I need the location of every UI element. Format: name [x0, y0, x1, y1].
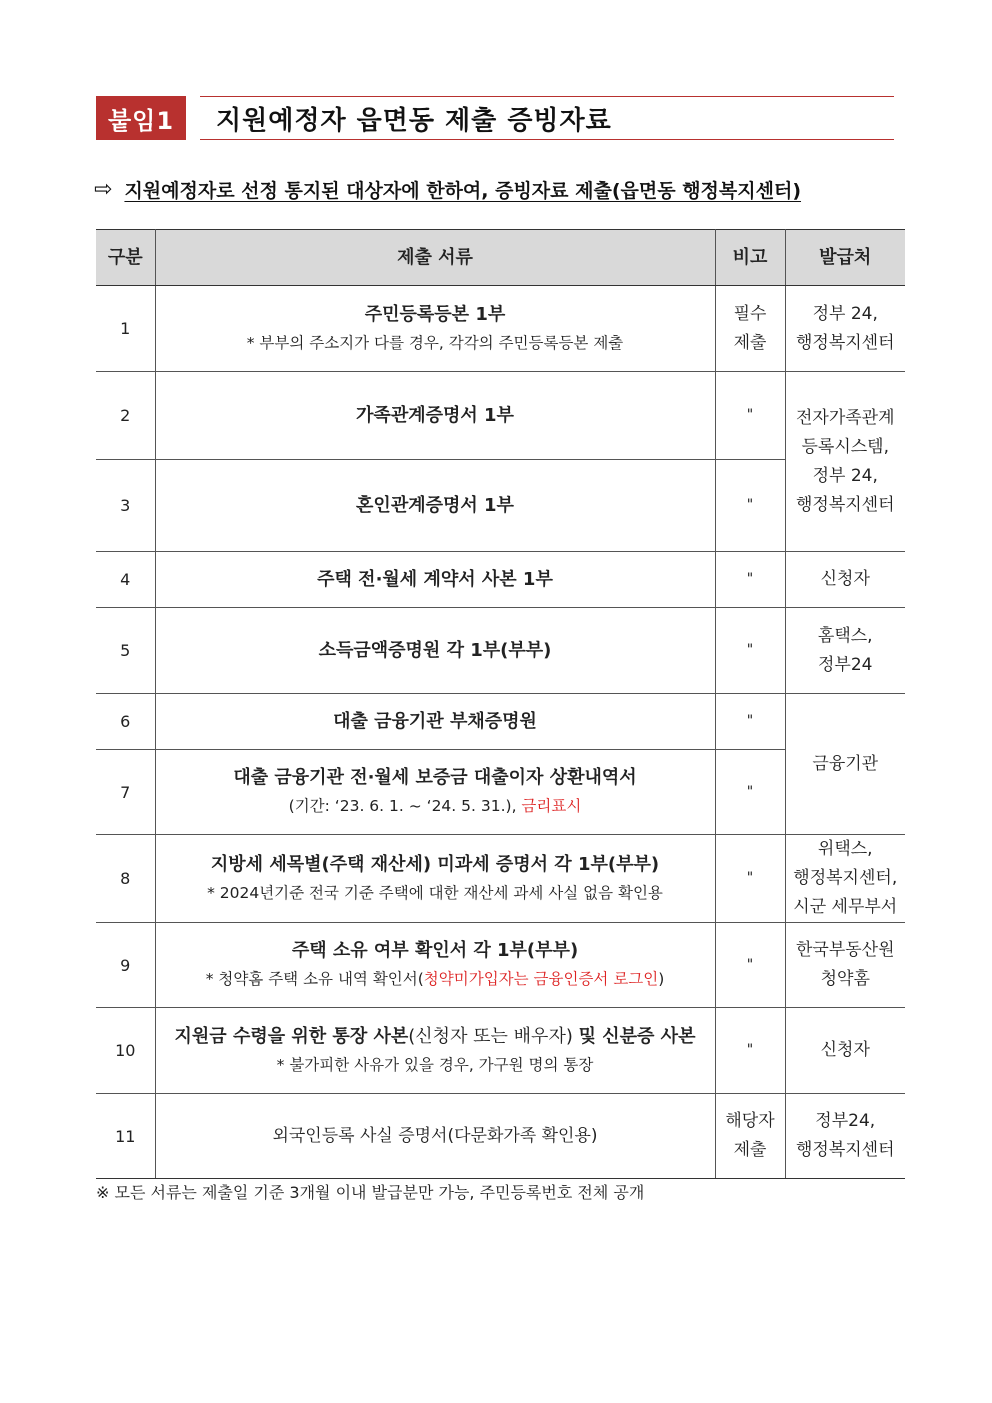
table-row	[96, 923, 905, 1008]
row-note: "	[715, 552, 785, 608]
issuer-line: 정부 24,	[812, 465, 878, 486]
row-doc	[155, 750, 715, 835]
row-doc	[155, 1094, 715, 1179]
row-note	[715, 1094, 785, 1179]
row-issuer	[785, 1094, 905, 1179]
doc-subnote: * 불가피한 사유가 있을 경우, 가구원 명의 통장	[276, 1055, 594, 1074]
row-issuer: 신청자	[785, 1008, 905, 1094]
row-doc	[155, 372, 715, 460]
row-num: 3	[96, 460, 155, 552]
subnote-highlight: 금리표시	[521, 797, 582, 815]
issuer-line: 정부 24,	[812, 303, 878, 324]
row-note: "	[715, 835, 785, 923]
note-line: 필수	[733, 303, 767, 324]
doc-title-part: 지원금 수령을 위한 통장 사본	[174, 1025, 409, 1047]
issuer-line: 위택스,	[817, 839, 873, 859]
table-row	[96, 460, 905, 552]
doc-title: 주택 소유 여부 확인서 각 1부(부부)	[291, 940, 579, 961]
arrow-right-icon: ⇨	[94, 177, 113, 202]
doc-subnote: * 2024년기준 전국 기준 주택에 대한 재산세 과세 사실 없음 확인용	[207, 883, 663, 902]
row-num: 6	[96, 694, 155, 750]
doc-subnote: * 부부의 주소지가 다를 경우, 각각의 주민등록등본 제출	[246, 333, 624, 352]
doc-title: 대출 금융기관 부채증명원	[333, 711, 537, 732]
table-row	[96, 372, 905, 460]
row-note: "	[715, 372, 785, 460]
row-num: 4	[96, 552, 155, 608]
table-row	[96, 552, 905, 608]
issuer-line: 등록시스템,	[801, 436, 889, 457]
subnote-highlight: 청약미가입자는 금융인증서 로그인	[423, 970, 659, 988]
issuer-line: 정부24	[818, 654, 873, 675]
doc-title: 가족관계증명서 1부	[356, 405, 514, 426]
table-row	[96, 286, 905, 372]
header-issuer: 발급처	[785, 230, 905, 286]
doc-title	[160, 1022, 711, 1051]
issuer-line: 홈택스,	[817, 625, 873, 646]
row-num: 7	[96, 750, 155, 835]
doc-title: 혼인관계증명서 1부	[356, 495, 514, 516]
issuer-line: 시군 세무부서	[793, 897, 898, 917]
issuer-line: 행정복지센터,	[793, 868, 898, 888]
doc-title: 소득금액증명원 각 1부(부부)	[318, 640, 552, 661]
subnote-text: (기간: ‘23. 6. 1. ~ ‘24. 5. 31.),	[288, 797, 522, 815]
notice-line	[94, 176, 914, 203]
row-num: 10	[96, 1008, 155, 1094]
notice-text: 지원예정자로 선정 통지된 대상자에 한하여, 증빙자료 제출(읍면동 행정복지센터)	[124, 180, 802, 202]
row-num: 1	[96, 286, 155, 372]
row-num: 8	[96, 835, 155, 923]
doc-subnote	[160, 792, 711, 821]
footnote: ※ 모든 서류는 제출일 기준 3개월 이내 발급분만 가능, 주민등록번호 전체 공개	[96, 1183, 645, 1202]
header-num: 구분	[96, 230, 155, 286]
table-row	[96, 1094, 905, 1179]
header-doc: 제출 서류	[155, 230, 715, 286]
row-note: "	[715, 460, 785, 552]
attachment-badge: 붙임1	[96, 96, 186, 140]
table-row	[96, 1008, 905, 1094]
issuer-line: 청약홈	[820, 969, 870, 989]
row-note: "	[715, 923, 785, 1008]
table-header-row	[96, 230, 905, 286]
row-note: "	[715, 1008, 785, 1094]
doc-title: 지방세 세목별(주택 재산세) 미과세 증명서 각 1부(부부)	[210, 853, 660, 875]
row-note	[715, 286, 785, 372]
doc-title-part: (신청자 또는 배우자)	[408, 1025, 579, 1047]
row-num: 2	[96, 372, 155, 460]
doc-subnote	[160, 965, 711, 994]
row-doc	[155, 460, 715, 552]
subnote-tail: )	[658, 970, 665, 988]
attachment-header	[96, 96, 894, 140]
row-num: 5	[96, 608, 155, 694]
row-note: "	[715, 694, 785, 750]
row-issuer	[785, 372, 905, 552]
row-doc	[155, 286, 715, 372]
header-note: 비고	[715, 230, 785, 286]
doc-title: 주택 전·월세 계약서 사본 1부	[317, 569, 553, 590]
row-issuer: 금융기관	[785, 694, 905, 835]
row-doc	[155, 552, 715, 608]
row-num: 9	[96, 923, 155, 1008]
subnote-text: * 청약홈 주택 소유 내역 확인서(	[205, 970, 424, 988]
table-row	[96, 750, 905, 835]
row-issuer	[785, 286, 905, 372]
row-doc	[155, 835, 715, 923]
row-num: 11	[96, 1094, 155, 1179]
table-row	[96, 835, 905, 923]
doc-title: 주민등록등본 1부	[364, 303, 506, 325]
doc-title-part: 및 신분증 사본	[578, 1025, 696, 1047]
page-title: 지원예정자 읍면동 제출 증빙자료	[216, 105, 612, 136]
doc-title: 외국인등록 사실 증명서(다문화가족 확인용)	[272, 1125, 598, 1146]
documents-table	[96, 229, 905, 1179]
note-line: 제출	[733, 1140, 767, 1160]
doc-title: 대출 금융기관 전·월세 보증금 대출이자 상환내역서	[233, 767, 637, 788]
note-line: 제출	[733, 332, 767, 353]
row-issuer	[785, 923, 905, 1008]
issuer-line: 한국부동산원	[795, 940, 895, 960]
issuer-line: 행정복지센터	[795, 494, 895, 515]
row-doc	[155, 694, 715, 750]
row-issuer: 신청자	[785, 552, 905, 608]
row-doc	[155, 1008, 715, 1094]
row-note: "	[715, 750, 785, 835]
table-row	[96, 694, 905, 750]
issuer-line: 정부24,	[815, 1111, 876, 1131]
row-note: "	[715, 608, 785, 694]
row-doc	[155, 608, 715, 694]
issuer-line: 행정복지센터	[795, 1140, 895, 1160]
row-doc	[155, 923, 715, 1008]
note-line: 해당자	[725, 1111, 775, 1131]
row-issuer	[785, 835, 905, 923]
row-issuer	[785, 608, 905, 694]
issuer-line: 행정복지센터	[795, 332, 895, 353]
table-row	[96, 608, 905, 694]
issuer-line: 전자가족관계	[795, 407, 895, 428]
